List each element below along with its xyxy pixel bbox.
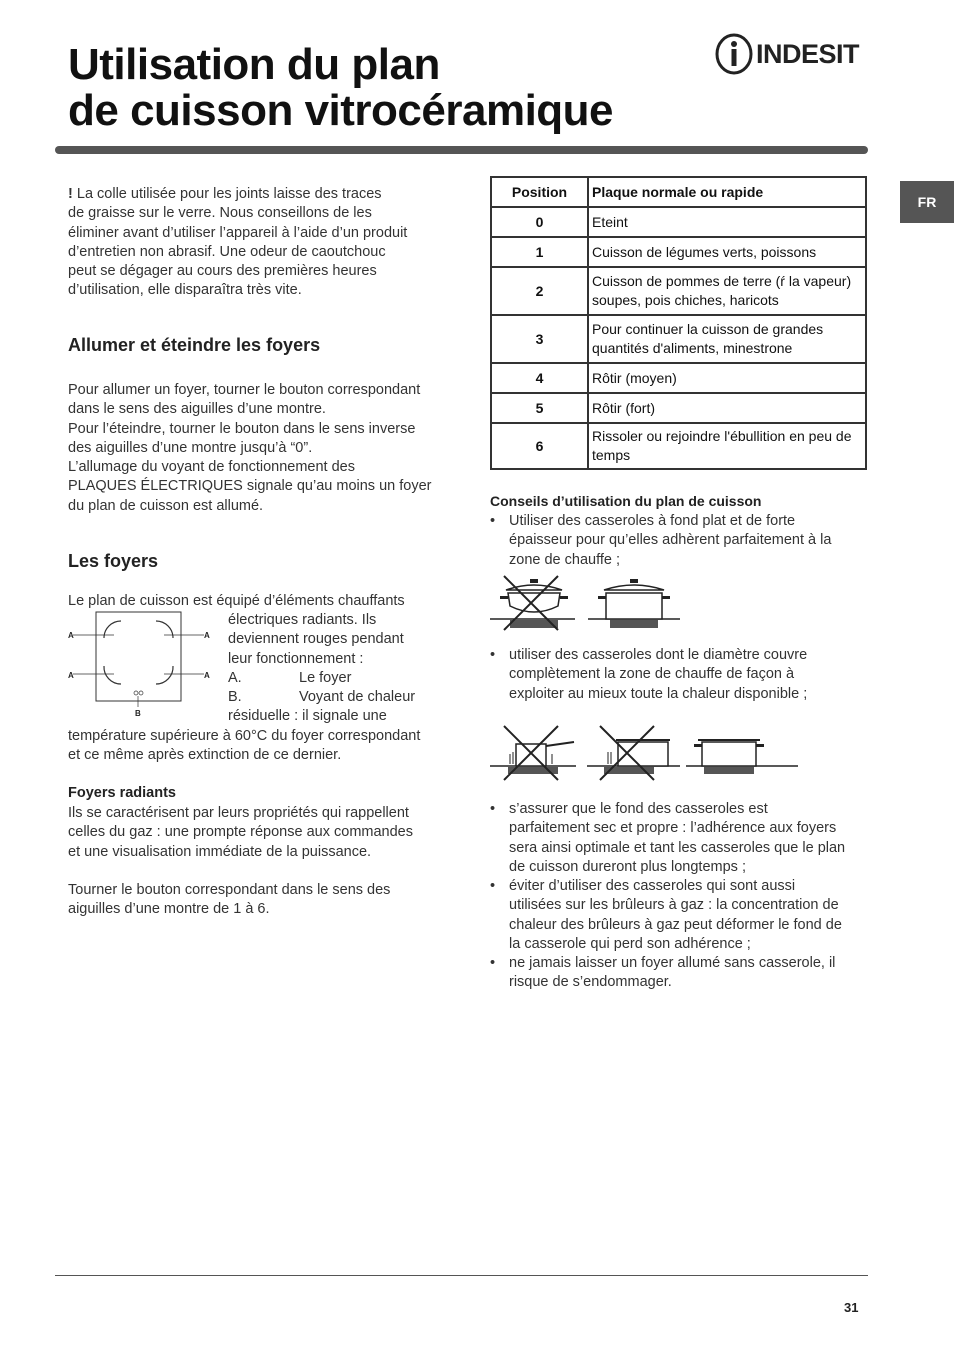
table-row [491, 237, 866, 267]
bullet-line: épaisseur pour qu’elles adhèrent parfaitement à la [509, 532, 832, 549]
bullet-line: sera ainsi optimale et tant les casseroles que le plan [509, 839, 846, 856]
table-cell-position: 0 [491, 207, 588, 237]
conseil-bullet-3 [490, 800, 869, 877]
diagram-label-a: A [68, 671, 74, 680]
bullet-line: de cuisson dureront plus longtemps ; [509, 858, 746, 875]
table-cell-description: Rôtir (fort) [588, 393, 866, 423]
position-table [490, 176, 867, 470]
bullet-line: Utiliser des casseroles à fond plat et de forte [509, 513, 796, 529]
footer-rule [55, 1275, 868, 1276]
table-cell-description: Cuisson de légumes verts, poissons [588, 237, 866, 267]
allumer-line: Pour allumer un foyer, tourner le bouton correspondant [68, 382, 421, 398]
bullet-dot: • [490, 801, 496, 817]
heading-conseils: Conseils d’utilisation du plan de cuisson [490, 493, 762, 509]
pot-correct-icon [588, 579, 680, 628]
foyers-side-line: résiduelle : il signale une [228, 708, 387, 725]
bullet-line: zone de chauffe ; [509, 551, 620, 568]
language-tab: FR [900, 181, 954, 223]
conseil-bullet-1 [490, 512, 869, 570]
legend-b-key: B. [228, 689, 242, 706]
radiants-line: et une visualisation immédiate de la puissance. [68, 843, 372, 860]
foyers-wrap-line: et ce même après extinction de ce dernier. [68, 747, 342, 764]
table-cell-description: Rôtir (moyen) [588, 363, 866, 393]
bullet-line: risque de s’endommager. [509, 974, 672, 991]
bullet-line: chaleur des brûleurs à gaz peut déformer le fond de [509, 916, 842, 933]
intro-line: peut se dégager au cours des premières heures [68, 263, 377, 280]
bullet-dot: • [490, 513, 496, 529]
radiants-paragraph-2 [68, 881, 453, 920]
table-cell-description: Pour continuer la cuisson de grandes quantités d'aliments, minestrone [588, 315, 866, 363]
foyers-side-text [228, 611, 453, 727]
foyers-wrap-text [68, 727, 453, 766]
conseil-bullet-4 [490, 877, 869, 954]
table-row [491, 423, 866, 469]
bullet-dot: • [490, 878, 496, 894]
radiants-line: Ils se caractérisent par leurs propriétés qui rappellent [68, 805, 409, 821]
table-cell-description: Eteint [588, 207, 866, 237]
pot-wrong-icon [490, 576, 575, 630]
conseil-bullet-2 [490, 646, 869, 704]
table-cell-position: 6 [491, 423, 588, 469]
foyers-side-line: deviennent rouges pendant [228, 631, 404, 648]
intro-line: d’entretien non abrasif. Une odeur de caoutchouc [68, 243, 386, 260]
intro-line: de graisse sur le verre. Nous conseillons de les [68, 205, 372, 222]
bullet-line: parfaitement sec et propre : l’adhérence aux foyers [509, 820, 837, 837]
table-cell-position: 5 [491, 393, 588, 423]
bullet-line: complètement la zone de chauffe de façon à [509, 666, 795, 683]
bullet-line: s’assurer que le fond des casseroles est [509, 801, 768, 817]
allumer-line: des aiguilles d’une montre jusqu’à “0”. [68, 439, 313, 456]
allumer-line: PLAQUES ÉLECTRIQUES signale qu’au moins un foyer [68, 478, 432, 495]
intro-line: La colle utilisée pour les joints laisse des traces [76, 186, 382, 202]
allumer-line: L’allumage du voyant de fonctionnement des [68, 459, 355, 476]
warning-mark: ! [68, 186, 73, 202]
foyers-side-line: leur fonctionnement : [228, 650, 364, 667]
diagram-label-a: A [204, 631, 210, 640]
allumer-line: dans le sens des aiguilles d’une montre. [68, 401, 326, 418]
radiants-paragraph [68, 804, 453, 862]
foyers-line: Le plan de cuisson est équipé d’éléments chauffants [68, 593, 405, 609]
pot-illustration-diameter [490, 722, 800, 782]
heading-foyers-radiants: Foyers radiants [68, 785, 176, 801]
radiants-line: aiguilles d’une montre de 1 à 6. [68, 901, 270, 918]
diagram-label-b: B [135, 709, 141, 718]
table-cell-description: Cuisson de pommes de terre (ŕ la vapeur) soupes, pois chiches, haricots [588, 267, 866, 315]
bullet-line: exploiter au mieux toute la chaleur disponible ; [509, 685, 808, 702]
table-cell-position: 1 [491, 237, 588, 267]
intro-note [68, 185, 448, 301]
pot-too-small-wrong-icon [490, 726, 576, 780]
allumer-paragraph [68, 381, 453, 516]
pot-correct-diameter-icon [686, 740, 798, 774]
bullet-line: ne jamais laisser un foyer allumé sans casserole, il [509, 955, 836, 971]
page-number: 31 [844, 1300, 859, 1315]
title-line-2: de cuisson vitrocéramique [68, 86, 614, 135]
conseil-bullet-5 [490, 954, 869, 993]
table-row [491, 207, 866, 237]
radiants-line: celles du gaz : une prompte réponse aux commandes [68, 824, 413, 841]
allumer-line: du plan de cuisson est allumé. [68, 497, 264, 514]
cooktop-diagram [64, 610, 220, 720]
brand-text: INDESIT [756, 39, 860, 69]
diagram-label-a: A [204, 671, 210, 680]
table-row [491, 315, 866, 363]
table-header-plaque: Plaque normale ou rapide [588, 177, 866, 207]
table-header-row [491, 177, 866, 207]
allumer-line: Pour l’éteindre, tourner le bouton dans le sens inverse [68, 420, 416, 437]
bullet-line: utiliser des casseroles dont le diamètre couvre [509, 647, 808, 663]
bullet-dot: • [490, 955, 496, 971]
page-title [68, 42, 613, 134]
table-cell-position: 3 [491, 315, 588, 363]
heading-allumer: Allumer et éteindre les foyers [68, 335, 321, 355]
radiants-line: Tourner le bouton correspondant dans le sens des [68, 882, 391, 898]
diagram-label-a: A [68, 631, 74, 640]
table-row [491, 363, 866, 393]
title-line-1: Utilisation du plan [68, 40, 440, 89]
bullet-line: éviter d’utiliser des casseroles qui sont aussi [509, 878, 796, 894]
pot-offset-wrong-icon [587, 726, 680, 780]
table-row [491, 267, 866, 315]
intro-line: d’utilisation, elle disparaîtra très vite. [68, 282, 302, 299]
intro-line: éliminer avant d’utiliser l’appareil à l’aide d’un produit [68, 224, 408, 241]
bullet-dot: • [490, 647, 496, 663]
legend-b-text: Voyant de chaleur [299, 689, 416, 706]
bullet-line: la casserole qui perd son adhérence ; [509, 935, 751, 952]
heading-les-foyers: Les foyers [68, 551, 159, 571]
pot-illustration-flat-bottom [490, 574, 680, 634]
table-cell-position: 2 [491, 267, 588, 315]
legend-a-key: A. [228, 669, 242, 686]
table-row [491, 393, 866, 423]
legend-a [228, 669, 453, 688]
table-header-position: Position [491, 177, 588, 207]
title-rule [55, 146, 868, 154]
indesit-logo [714, 32, 870, 76]
bullet-line: utilisées sur les brûleurs à gaz : la concentration de [509, 897, 839, 914]
legend-b [228, 688, 453, 707]
legend-a-text: Le foyer [299, 669, 352, 686]
foyers-wrap-line: température supérieure à 60°C du foyer correspondant [68, 728, 421, 744]
table-cell-position: 4 [491, 363, 588, 393]
foyers-side-line: électriques radiants. Ils [228, 612, 377, 628]
table-cell-description: Rissoler ou rejoindre l'ébullition en peu de temps [588, 423, 866, 469]
